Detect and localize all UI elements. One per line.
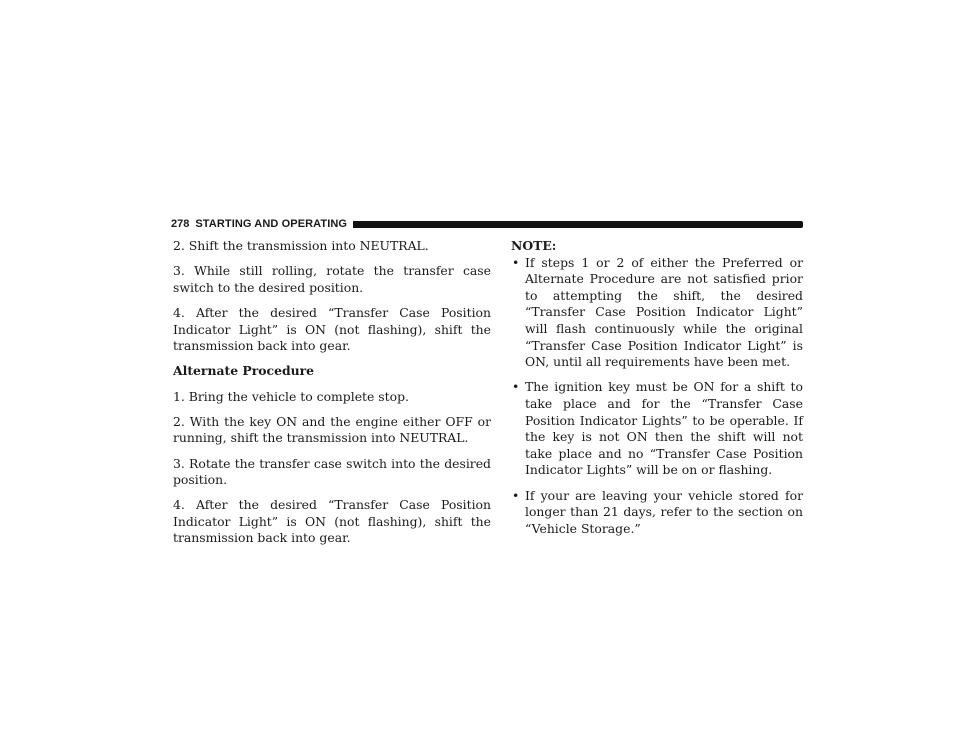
note-text: If steps 1 or 2 of either the Preferred or Alternate Procedure are not satisfied prior to attempting the shift, the desired “Transfer Case Position Indicator Light” will flash continuously while the original “Transfer Case Position Indicator Light” is ON, until all requirements have been met. (525, 254, 803, 370)
header-rule (353, 221, 803, 228)
alt-step-shift-back: 4. After the desired “Transfer Case Position Indicator Light” is ON (not flashing), shift the transmission back into gear. (173, 497, 491, 546)
bullet-icon: • (512, 379, 520, 395)
step-shift-back: 4. After the desired “Transfer Case Position Indicator Light” is ON (not flashing), shift the transmission back into gear. (173, 304, 491, 354)
alt-step-rotate: 3. Rotate the transfer case switch into the desired position. (173, 455, 491, 488)
alt-step-neutral: 2. With the key ON and the engine either OFF or running, shift the transmission into NEUTRAL. (173, 413, 491, 446)
bullet-icon: • (512, 487, 520, 503)
list-item (511, 488, 803, 538)
list-item (511, 379, 803, 479)
note-label: NOTE: (511, 238, 557, 253)
alt-step-stop: 1. Bring the vehicle to complete stop. (173, 388, 409, 404)
note-text: If your are leaving your vehicle stored for longer than 21 days, refer to the section on “Vehicle Storage.” (525, 487, 803, 536)
left-column (173, 238, 491, 556)
section-title: STARTING AND OPERATING (195, 218, 348, 230)
list-item (511, 255, 803, 371)
alternate-procedure-heading: Alternate Procedure (173, 363, 315, 379)
right-column (511, 238, 803, 546)
step-rotate-switch: 3. While still rolling, rotate the transfer case switch to the desired position. (173, 263, 491, 295)
page-number: 278 (171, 218, 190, 230)
note-list (511, 255, 803, 538)
bullet-icon: • (512, 254, 520, 270)
note-text: The ignition key must be ON for a shift to take place and for the “Transfer Case Position Indicator Lights” to be operable. If the key is not ON then the shift will not take place and no “Transfer Case Position Indicator Lights” will be on or flashing. (525, 379, 803, 478)
page-header (171, 216, 803, 232)
step-shift-neutral: 2. Shift the transmission into NEUTRAL. (173, 238, 429, 253)
